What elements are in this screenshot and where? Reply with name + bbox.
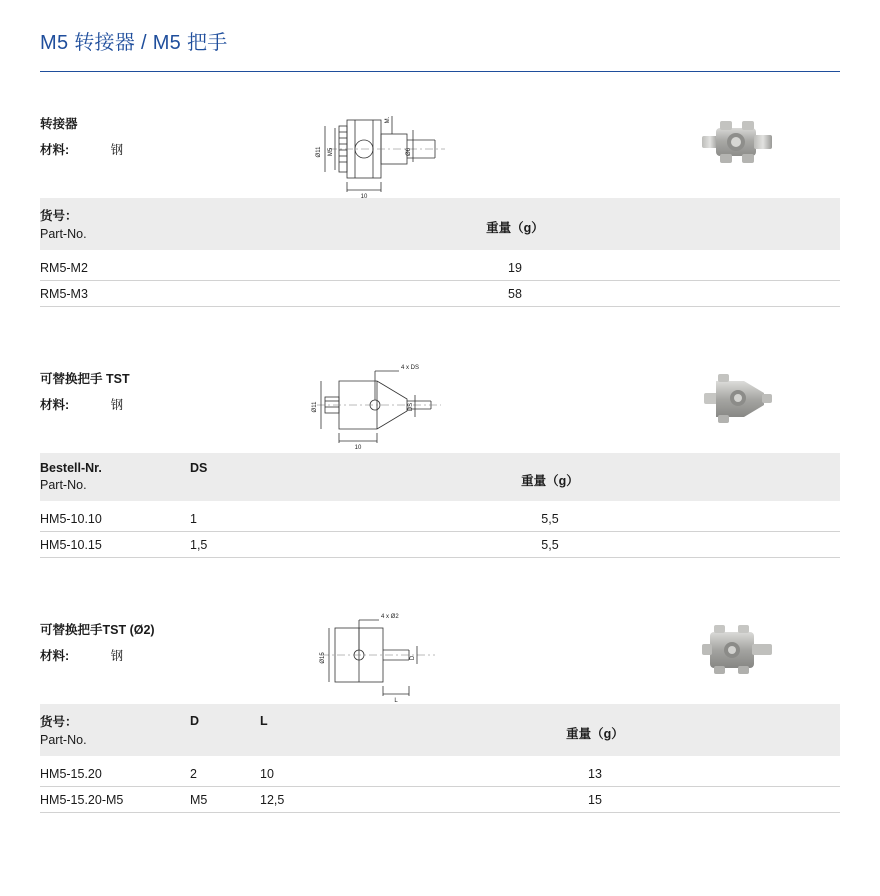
header-weight-cell [350,704,840,756]
handle-tst-o2-table [40,704,840,813]
section-adapter [40,98,840,307]
dim-d11: Ø11 [312,401,318,413]
header-ds-label: DS [190,461,208,475]
cell-weight: 58 [190,281,840,307]
dim-ds: DS [408,402,414,412]
dim-10: 10 [360,194,368,200]
cell-ds: 1 [190,501,260,532]
header-weight-cell [190,198,840,250]
cell-weight: 5,5 [260,532,840,558]
page-title: M5 转接器 / M5 把手 [40,32,228,54]
dim-m: M. [385,116,391,124]
section-handle-tst [40,353,840,558]
cell-l: 12,5 [260,787,350,813]
header-part-line2: Part-No. [40,227,87,241]
spacer [0,307,880,353]
cell-part: HM5-10.10 [40,501,190,532]
section-handle-tst-o2-material [40,646,290,664]
page-header [0,0,880,65]
section-adapter-title: 转接器 [40,117,78,131]
header-weight-label: 重量（g） [521,473,579,488]
section-handle-tst-o2-title: 可替换把手TST (Ø2) [40,623,155,637]
handle-tst-o2-technical-drawing [295,610,525,706]
cell-ds: 1,5 [190,532,260,558]
section-handle-tst-labels [40,369,290,413]
cell-weight: 19 [190,250,840,281]
header-part-line1: 货号： [40,209,78,223]
table-row [40,756,840,787]
cell-weight: 15 [350,787,840,813]
section-adapter-labels [40,114,290,158]
table-row [40,787,840,813]
adapter-table [40,198,840,307]
section-handle-tst-o2-top [40,604,840,704]
dim-4xo2: 4 x Ø2 [381,614,399,620]
header-d-spacer [190,731,260,754]
header-part-cell [40,198,190,250]
spacer [0,72,880,98]
adapter-photo [696,108,780,178]
cell-weight: 13 [350,756,840,787]
cell-part: RM5-M2 [40,250,190,281]
dim-d15: Ø15 [320,652,326,664]
material-value: 钢 [110,398,124,412]
cell-l: 10 [260,756,350,787]
header-weight-cell [260,453,840,501]
table-header-row [40,198,840,250]
header-l-spacer [260,731,350,754]
spacer [0,558,880,604]
cell-part: HM5-10.15 [40,532,190,558]
handle-tst-table [40,453,840,558]
material-label: 材料: [40,398,70,412]
cell-part: HM5-15.20-M5 [40,787,190,813]
section-adapter-material [40,140,290,158]
dim-d11: Ø11 [316,146,322,158]
section-handle-tst-material [40,395,290,413]
header-part-line2: Part-No. [40,478,87,492]
cell-d: M5 [190,787,260,813]
dim-d6: Ø6 [406,147,412,157]
handle-tst-technical-drawing [295,359,525,455]
handle-tst-photo [696,363,780,433]
header-l-label: L [260,714,268,728]
header-d-cell [190,704,260,756]
header-ds-spacer [190,478,260,501]
handle-tst-o2-photo [696,614,780,684]
dim-10: 10 [354,445,362,451]
cell-part: RM5-M3 [40,281,190,307]
table-row [40,501,840,532]
dim-l: L [394,698,398,704]
table-row [40,532,840,558]
cell-weight: 5,5 [260,501,840,532]
section-handle-tst-top [40,353,840,453]
header-l-cell [260,704,350,756]
header-part-cell [40,453,190,501]
material-value: 钢 [110,143,124,157]
cell-part: HM5-15.20 [40,756,190,787]
header-d-label: D [190,714,200,728]
dim-d: D [410,655,416,661]
material-label: 材料: [40,143,70,157]
section-handle-tst-o2-labels [40,620,290,664]
cell-d: 2 [190,756,260,787]
header-part-line1: Bestell-Nr. [40,461,102,475]
header-part-line1: 货号： [40,715,78,729]
dim-m5: M5 [328,147,334,157]
table-row [40,281,840,307]
header-weight-label: 重量（g） [486,220,544,235]
table-row [40,250,840,281]
header-weight-label: 重量（g） [566,726,624,741]
dim-4xds: 4 x DS [401,365,420,371]
section-handle-tst-title: 可替换把手 TST [40,372,130,386]
table-header-row [40,704,840,756]
header-part-cell [40,704,190,756]
material-label: 材料: [40,649,70,663]
material-value: 钢 [110,649,124,663]
header-part-line2: Part-No. [40,733,87,747]
adapter-technical-drawing [295,104,525,200]
section-adapter-top [40,98,840,198]
table-header-row [40,453,840,501]
section-handle-tst-o2 [40,604,840,813]
header-ds-cell [190,453,260,501]
